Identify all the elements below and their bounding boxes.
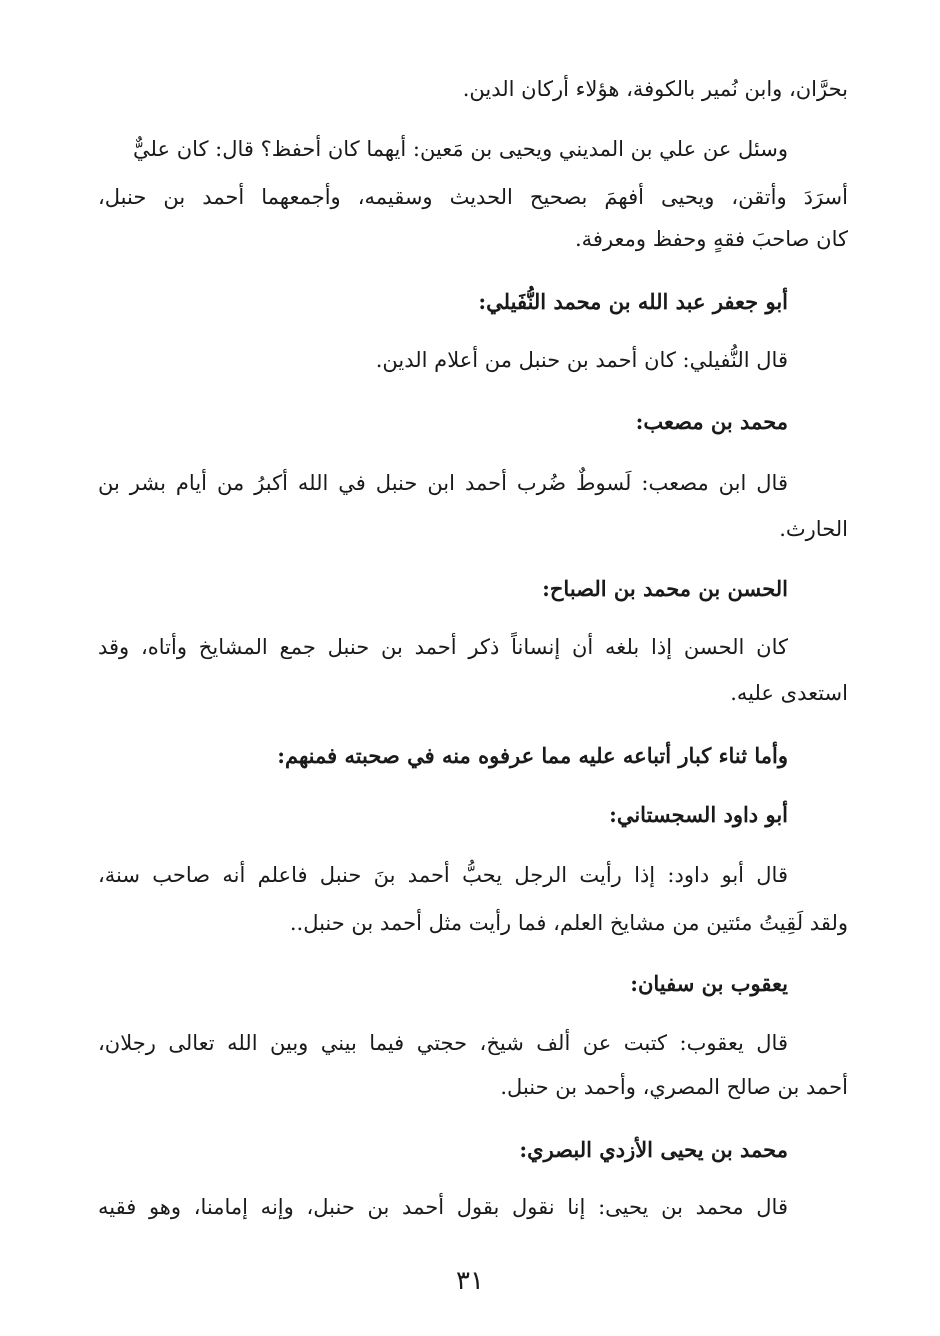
text-line: قال يعقوب: كتبت عن ألف شيخ، حجتي فيما بيني وبين الله تعالى رجلان،	[98, 1031, 788, 1055]
text-line: كان صاحبَ فقهٍ وحفظ ومعرفة.	[574, 227, 848, 251]
text-line: قال محمد بن يحيى: إنا نقول بقول أحمد بن حنبل، وإنه إمامنا، وهو فقيه	[98, 1195, 788, 1219]
section-heading: الحسن بن محمد بن الصباح:	[542, 576, 788, 601]
text-line: قال أبو داود: إذا رأيت الرجل يحبُّ أحمد بنَ حنبل فاعلم أنه صاحب سنة،	[98, 863, 788, 887]
text-line: بحرَّان، وابن نُمير بالكوفة، هؤلاء أركان الدين.	[462, 77, 848, 101]
text-line: أسرَدَ وأتقن، ويحيى أفهمَ بصحيح الحديث وسقيمه، وأجمعهما أحمد بن حنبل،	[98, 185, 848, 209]
text-line: كان الحسن إذا بلغه أن إنساناً ذكر أحمد بن حنبل جمع المشايخ وأتاه، وقد	[98, 635, 788, 659]
text-line: ولقد لَقِيتُ مئتين من مشايخ العلم، فما رأيت مثل أحمد بن حنبل..	[289, 911, 848, 935]
section-heading: أبو داود السجستاني:	[609, 802, 788, 827]
section-heading: وأما ثناء كبار أتباعه عليه مما عرفوه منه في صحبته فمنهم:	[277, 743, 788, 768]
page-number: ٣١	[456, 1266, 484, 1296]
text-line: قال النُّفيلي: كان أحمد بن حنبل من أعلام الدين.	[375, 348, 788, 372]
text-line: وسئل عن علي بن المديني ويحيى بن مَعين: أيهما كان أحفظ؟ قال: كان عليٌّ	[133, 137, 788, 161]
section-heading: أبو جعفر عبد الله بن محمد النُّفَيلي:	[478, 289, 788, 314]
section-heading: محمد بن مصعب:	[635, 409, 788, 434]
text-line: قال ابن مصعب: لَسوطٌ ضُرب أحمد ابن حنبل في الله أكبرُ من أيام بشر بن	[98, 471, 788, 495]
text-line: استعدى عليه.	[730, 681, 848, 705]
text-line: أحمد بن صالح المصري، وأحمد بن حنبل.	[500, 1075, 848, 1099]
text-line: الحارث.	[779, 517, 848, 541]
section-heading: يعقوب بن سفيان:	[630, 971, 788, 996]
section-heading: محمد بن يحيى الأزدي البصري:	[519, 1137, 788, 1162]
